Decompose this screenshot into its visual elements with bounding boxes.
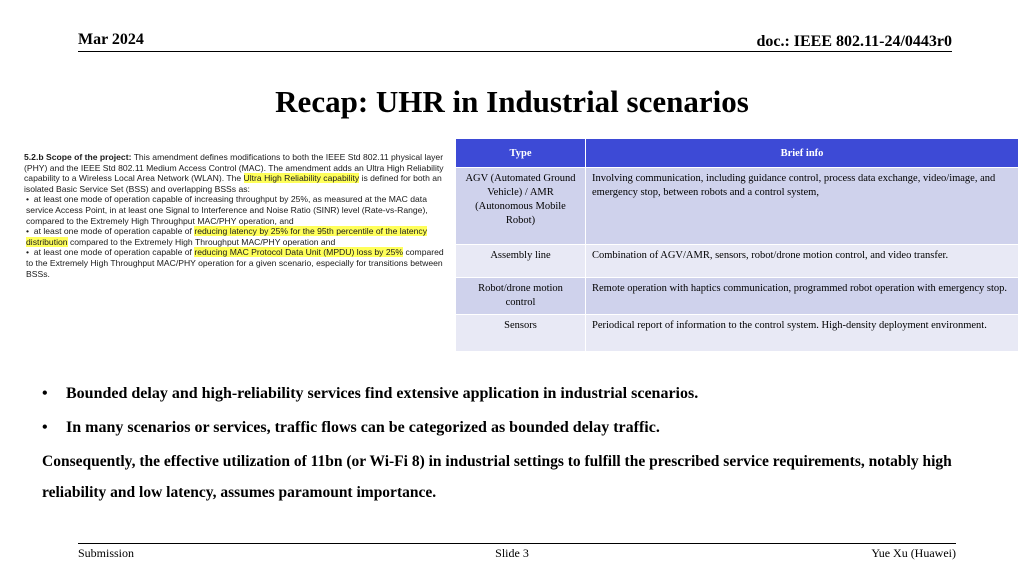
scope-intro: This amendment defines modifications to both the IEEE Std 802.11 physical layer (PHY) and the IEEE Std 802.11 Medium Access Control (MAC). The amendment adds an Ultra High Reliability capability to a Wireless Local Area Network (WLAN). The — [24, 152, 444, 184]
header-date: Mar 2024 — [78, 31, 144, 48]
table-cell-type: AGV (Automated Ground Vehicle) / AMR (Autonomous Mobile Robot) — [456, 168, 586, 245]
table-row — [456, 245, 1019, 278]
scope-bullet-glyph: • — [26, 247, 30, 258]
scenario-table — [455, 138, 1019, 352]
header-divider — [78, 51, 952, 52]
header-doc-id: doc.: IEEE 802.11-24/0443r0 — [756, 33, 952, 50]
table-cell-info: Combination of AGV/AMR, sensors, robot/drone motion control, and video transfer. — [586, 245, 1019, 278]
scope-highlight-uhr: Ultra High Reliability capability — [243, 173, 360, 184]
table-row — [456, 315, 1019, 352]
scope-bullet-mpdu-pre: at least one mode of operation capable of — [33, 247, 192, 258]
table-cell-info: Involving communication, including guidance control, process data exchange, video/image, and emergency stop, between robots and a control system, — [586, 168, 1019, 245]
bullet-item — [42, 382, 1002, 416]
footer-submission: Submission — [78, 546, 135, 560]
footer-divider — [78, 543, 956, 544]
bullet-text: In many scenarios or services, traffic flows can be categorized as bounded delay traffic. — [66, 419, 660, 436]
scope-bullet-glyph: • — [26, 194, 30, 205]
conclusion-paragraph: Consequently, the effective utilization of 11bn (or Wi-Fi 8) in industrial settings to fulfill the prescribed service requirements, notably high reliability and low latency, assumes paramount importance. — [42, 453, 952, 501]
scope-intro-2: is defined for both an isolated Basic Service Set (BSS) and overlapping BSSs as: — [24, 173, 442, 194]
scope-heading: 5.2.b Scope of the project: — [24, 152, 132, 162]
scope-bullet-latency — [24, 226, 452, 247]
table-cell-type: Assembly line — [456, 245, 586, 278]
scope-bullet-mpdu-post: compared to the Extremely High Throughput MAC/PHY operation for a given scenario, especially for transitions between BSSs. — [26, 247, 444, 279]
footer-author: Yue Xu (Huawei) — [871, 546, 956, 560]
bullet-glyph: • — [42, 385, 48, 402]
table-header-type: Type — [456, 139, 586, 168]
scope-bullet-throughput-text: at least one mode of operation capable of increasing throughput by 25%, as measured at the MAC data service Access Point, in at least one Signal to Interference and Noise Ratio (SINR) level (Rate-vs-Range), compared to the Extremely High Throughput MAC/PHY operation, and — [26, 194, 428, 226]
bullet-glyph: • — [42, 419, 48, 436]
bullet-item — [42, 416, 1002, 450]
scope-bullet-glyph: • — [26, 226, 30, 237]
table-row — [456, 168, 1019, 245]
footer-slide-number: Slide 3 — [495, 546, 529, 560]
body-text — [42, 382, 1002, 508]
scope-bullet-throughput — [24, 194, 452, 226]
scope-bullet-latency-post: compared to the Extremely High Throughput MAC/PHY operation and — [69, 236, 336, 247]
scope-excerpt-image — [24, 152, 452, 279]
scope-bullet-mpdu — [24, 247, 452, 279]
table-cell-info: Remote operation with haptics communication, programmed robot operation with emergency stop. — [586, 278, 1019, 315]
slide-title: Recap: UHR in Industrial scenarios — [275, 84, 749, 119]
table-cell-type: Sensors — [456, 315, 586, 352]
scope-highlight-latency: reducing latency by 25% for the 95th percentile of the latency distribution — [26, 226, 427, 247]
table-row — [456, 278, 1019, 315]
table-cell-info: Periodical report of information to the control system. High-density deployment environment. — [586, 315, 1019, 352]
bullet-text: Bounded delay and high-reliability services find extensive application in industrial scenarios. — [66, 385, 699, 402]
table-header-brief-info: Brief info — [586, 139, 1019, 168]
table-header-row — [456, 139, 1019, 168]
table-cell-type: Robot/drone motion control — [456, 278, 586, 315]
scope-highlight-mpdu: reducing MAC Protocol Data Unit (MPDU) loss by 25% — [194, 247, 404, 258]
scope-bullet-latency-pre: at least one mode of operation capable of — [33, 226, 192, 237]
